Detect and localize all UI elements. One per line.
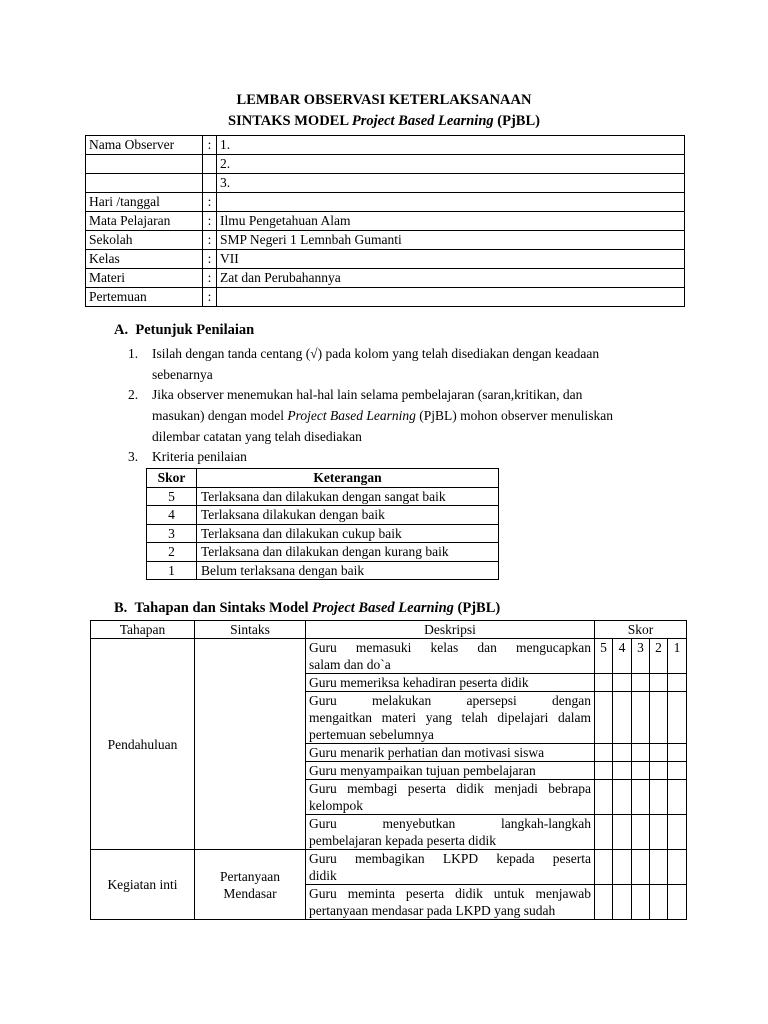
info-sep [203, 155, 217, 174]
info-sep [203, 174, 217, 193]
criteria-keterangan: Belum terlaksana dengan baik [197, 561, 499, 580]
skor-checkbox-cell[interactable] [595, 850, 613, 885]
header-tahapan: Tahapan [91, 621, 195, 639]
info-sep: : [203, 250, 217, 269]
info-value [217, 288, 685, 307]
criteria-row [147, 524, 499, 543]
info-row [86, 193, 685, 212]
info-sep: : [203, 231, 217, 250]
info-sep: : [203, 136, 217, 155]
skor-checkbox-cell[interactable] [595, 762, 613, 780]
skor-checkbox-cell[interactable] [650, 762, 668, 780]
header-sintaks: Sintaks [195, 621, 306, 639]
title-line-2: SINTAKS MODEL Project Based Learning (PjBL) [228, 113, 540, 129]
skor-checkbox-cell[interactable] [650, 780, 668, 815]
criteria-skor: 1 [147, 561, 197, 580]
skor-checkbox-cell[interactable] [613, 815, 632, 850]
sintaks-line: Mendasar [223, 885, 277, 901]
info-row [86, 212, 685, 231]
info-label: Kelas [86, 250, 203, 269]
skor-checkbox-cell[interactable] [595, 885, 613, 920]
info-label: Hari /tanggal [86, 193, 203, 212]
info-row [86, 174, 685, 193]
skor-checkbox-cell[interactable] [632, 780, 650, 815]
info-value: VII [217, 250, 685, 269]
criteria-skor: 4 [147, 506, 197, 525]
skor-checkbox-cell[interactable] [650, 744, 668, 762]
criteria-row [147, 506, 499, 525]
sintaks-pendahuluan [195, 639, 306, 850]
info-row [86, 269, 685, 288]
info-sep: : [203, 212, 217, 231]
criteria-row [147, 543, 499, 562]
tahapan-pendahuluan: Pendahuluan [91, 639, 195, 850]
deskripsi-line: Guru memeriksa kehadiran peserta didik [309, 675, 529, 690]
criteria-row [147, 561, 499, 580]
skor-checkbox-cell[interactable] [632, 762, 650, 780]
info-label: Sekolah [86, 231, 203, 250]
skor-checkbox-cell[interactable] [595, 780, 613, 815]
title-line-1: LEMBAR OBSERVASI KETERLAKSANAAN [236, 92, 532, 108]
tahapan-kegiatan-inti: Kegiatan inti [91, 850, 195, 920]
skor-checkbox-cell[interactable] [668, 850, 687, 885]
deskripsi-line: Guru menyampaikan tujuan pembelajaran [309, 763, 536, 778]
skor-checkbox-cell[interactable] [595, 674, 613, 692]
deskripsi-cell [306, 780, 595, 815]
skor-checkbox-cell[interactable] [613, 850, 632, 885]
skor-value: 4 [613, 639, 632, 674]
criteria-row [147, 487, 499, 506]
deskripsi-cell [306, 850, 595, 885]
info-label: Pertemuan [86, 288, 203, 307]
skor-checkbox-cell[interactable] [650, 815, 668, 850]
section-a-heading: A. Petunjuk Penilaian [114, 322, 255, 338]
deskripsi-cell [306, 639, 595, 674]
sintaks-row [91, 639, 687, 674]
criteria-keterangan: Terlaksana dan dilakukan dengan kurang baik [197, 543, 499, 562]
skor-checkbox-cell[interactable] [668, 692, 687, 744]
info-row [86, 250, 685, 269]
deskripsi-line: Guru meminta peserta didik untuk menjawab [309, 886, 591, 901]
skor-checkbox-cell[interactable] [650, 850, 668, 885]
header-skor: Skor [595, 621, 687, 639]
info-row [86, 231, 685, 250]
info-sep: : [203, 269, 217, 288]
skor-checkbox-cell[interactable] [632, 744, 650, 762]
deskripsi-cell [306, 744, 595, 762]
criteria-keterangan: Terlaksana dan dilakukan cukup baik [197, 524, 499, 543]
criteria-skor: 3 [147, 524, 197, 543]
criteria-table [146, 468, 499, 580]
skor-value: 2 [650, 639, 668, 674]
skor-checkbox-cell[interactable] [632, 850, 650, 885]
info-value [217, 193, 685, 212]
deskripsi-line: salam dan do`a [309, 657, 391, 672]
sintaks-header-row [91, 621, 687, 639]
deskripsi-line: Guru memasuki kelas dan mengucapkan [309, 640, 591, 655]
skor-checkbox-cell[interactable] [668, 815, 687, 850]
skor-checkbox-cell[interactable] [650, 674, 668, 692]
info-value: 2. [217, 155, 685, 174]
criteria-skor: 2 [147, 543, 197, 562]
info-label: Mata Pelajaran [86, 212, 203, 231]
deskripsi-line: mengaitkan materi yang telah dipelajari dalam [309, 710, 591, 725]
sintaks-table [90, 620, 687, 920]
info-value: 1. [217, 136, 685, 155]
deskripsi-line: pertanyaan mendasar pada LKPD yang sudah [309, 903, 556, 918]
info-value: 3. [217, 174, 685, 193]
deskripsi-cell [306, 692, 595, 744]
info-value: Ilmu Pengetahuan Alam [217, 212, 685, 231]
info-row [86, 155, 685, 174]
skor-checkbox-cell[interactable] [668, 885, 687, 920]
deskripsi-line: didik [309, 868, 337, 883]
deskripsi-line: kelompok [309, 798, 363, 813]
skor-value: 1 [668, 639, 687, 674]
info-label: Nama Observer [86, 136, 203, 155]
info-row [86, 136, 685, 155]
skor-checkbox-cell[interactable] [595, 744, 613, 762]
info-value: Zat dan Perubahannya [217, 269, 685, 288]
skor-checkbox-cell[interactable] [650, 885, 668, 920]
deskripsi-cell [306, 674, 595, 692]
skor-checkbox-cell[interactable] [668, 674, 687, 692]
observer-info-table [85, 135, 685, 307]
skor-checkbox-cell[interactable] [650, 692, 668, 744]
skor-checkbox-cell[interactable] [595, 692, 613, 744]
skor-checkbox-cell[interactable] [668, 780, 687, 815]
deskripsi-line: Guru membagikan LKPD kepada peserta [309, 851, 591, 866]
skor-value: 3 [632, 639, 650, 674]
criteria-keterangan: Terlaksana dilakukan dengan baik [197, 506, 499, 525]
deskripsi-line: Guru membagi peserta didik menjadi bebrapa [309, 781, 591, 796]
info-value: SMP Negeri 1 Lemnbah Gumanti [217, 231, 685, 250]
deskripsi-cell [306, 762, 595, 780]
header-deskripsi: Deskripsi [306, 621, 595, 639]
criteria-skor: 5 [147, 487, 197, 506]
skor-checkbox-cell[interactable] [632, 674, 650, 692]
sintaks-row [91, 850, 687, 885]
skor-checkbox-cell[interactable] [613, 885, 632, 920]
skor-checkbox-cell[interactable] [613, 692, 632, 744]
info-sep: : [203, 193, 217, 212]
skor-checkbox-cell[interactable] [613, 780, 632, 815]
skor-checkbox-cell[interactable] [632, 692, 650, 744]
skor-checkbox-cell[interactable] [668, 762, 687, 780]
skor-checkbox-cell[interactable] [613, 762, 632, 780]
skor-checkbox-cell[interactable] [595, 815, 613, 850]
deskripsi-line: pertemuan sebelumnya [309, 727, 434, 742]
deskripsi-line: Guru melakukan apersepsi dengan [309, 693, 591, 708]
info-sep: : [203, 288, 217, 307]
skor-checkbox-cell[interactable] [632, 885, 650, 920]
deskripsi-line: Guru menyebutkan langkah-langkah [309, 816, 591, 831]
criteria-keterangan: Terlaksana dan dilakukan dengan sangat baik [197, 487, 499, 506]
deskripsi-line: pembelajaran kepada peserta didik [309, 833, 497, 848]
skor-checkbox-cell[interactable] [613, 744, 632, 762]
info-label: Materi [86, 269, 203, 288]
skor-checkbox-cell[interactable] [613, 674, 632, 692]
sintaks-pertanyaan-mendasar [195, 850, 306, 920]
deskripsi-line: Guru menarik perhatian dan motivasi siswa [309, 745, 545, 760]
deskripsi-cell [306, 815, 595, 850]
section-b-heading: B. Tahapan dan Sintaks Model Project Based Learning (PjBL) [114, 600, 501, 616]
deskripsi-cell [306, 885, 595, 920]
info-label [86, 174, 203, 193]
criteria-header-skor: Skor [147, 469, 197, 488]
skor-checkbox-cell[interactable] [632, 815, 650, 850]
info-row [86, 288, 685, 307]
sintaks-line: Pertanyaan [220, 868, 280, 884]
info-label [86, 155, 203, 174]
criteria-header-keterangan: Keterangan [197, 469, 499, 488]
skor-value: 5 [595, 639, 613, 674]
skor-checkbox-cell[interactable] [668, 744, 687, 762]
